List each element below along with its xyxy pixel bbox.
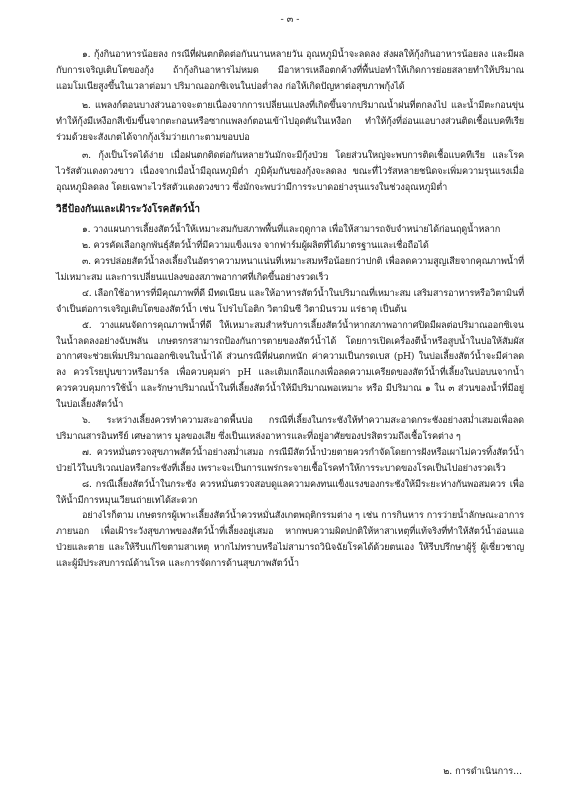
prevention-item-8: ๘. กรณีเลี้ยงสัตว์น้ำในกระชัง ควรหมั่นตรวจสอบดูแลความคงทนแข็งแรงของกระชังให้มีระยะห่างกันพอสมควร เพื่อให้น้ำมีการหมุนเวียนถ่ายเทได้สะดวก	[56, 478, 524, 506]
section-heading: วิธีป้องกันและเฝ้าระวังโรคสัตว์น้ำ	[56, 204, 201, 216]
intro-paragraph-3: ๓. กุ้งเป็นโรคได้ง่าย เมื่อฝนตกติดต่อกันหลายวันมักจะมีกุ้งป่วย โดยส่วนใหญ่จะพบการติดเชื้อแบคทีเรีย และโรคไวรัสตัวแดงดวงขาว เนื่องจากเมื่อน้ำมีอุณหภูมิต่ำ ภูมิคุ้มกันของกุ้งจะลดลง ขณะที่ไวรัสหลายชนิดจะเพิ่มความรุนแรงเมื่ออุณหภูมิลดลง โดยเฉพาะไวรัสตัวแดงดวงขาว ซึ่งมักจะพบว่ามีการระบาดอย่างรุนแรงในช่วงอุณหภูมิต่ำ	[56, 150, 524, 194]
prevention-item-2: ๒. ควรคัดเลือกลูกพันธุ์สัตว์น้ำที่มีความแข็งแรง จากฟาร์มผู้ผลิตที่ได้มาตรฐานและเชื่อถือได้	[82, 240, 429, 252]
intro-paragraph-2: ๒. แพลงก์ตอนบางส่วนอาจจะตายเนื่องจากการเปลี่ยนแปลงที่เกิดขึ้นจากปริมาณน้ำฝนที่ตกลงไป และน้ำมีตะกอนขุ่นทำให้กุ้งมีเหงือกสีเข้มขึ้นจากตะกอนหรือซากแพลงก์ตอนเข้าไปอุดตันในเหงือก ทำให้กุ้งที่อ่อนแอบางส่วนติดเชื้อแบคทีเรียร่วมด้วยจะสังเกตได้จากกุ้งเริ่มว่ายเกาะตามขอบบ่อ	[56, 99, 524, 143]
prevention-item-3: ๓. ควรปล่อยสัตว์น้ำลงเลี้ยงในอัตราความหนาแน่นที่เหมาะสมหรือน้อยกว่าปกติ เพื่อลดความสูญเสียจากคุณภาพน้ำที่ไม่เหมาะสม และการเปลี่ยนแปลงของสภาพอากาศที่เกิดขึ้นอย่างรวดเร็ว	[56, 255, 524, 283]
prevention-item-1: ๑. วางแผนการเลี้ยงสัตว์น้ำให้เหมาะสมกับสภาพพื้นที่และฤดูกาล เพื่อให้สามารถจับจำหน่ายได้ก่อนฤดูน้ำหลาก	[82, 224, 501, 236]
intro-paragraph-1: ๑. กุ้งกินอาหารน้อยลง กรณีที่ฝนตกติดต่อกันนานหลายวัน อุณหภูมิน้ำจะลดลง ส่งผลให้กุ้งกินอาหารน้อยลง และมีผลกับการเจริญเติบโตของกุ้ง ถ้ากุ้งกินอาหารไม่หมด มีอาหารเหลือตกค้างที่พื้นบ่อทำให้เกิดการย่อยสลายทำให้ปริมาณแอมโมเนียสูงขึ้นในเวลาต่อมา ปริมาณออกซิเจนในบ่อต่ำลง ก่อให้เกิดปัญหาต่อสุขภาพกุ้งได้	[56, 49, 524, 92]
continuation-footer: ๒. การดำเนินการ...	[443, 766, 522, 777]
prevention-item-4: ๔. เลือกใช้อาหารที่มีคุณภาพที่ดี มีทดเนียน และให้อาหารสัตว์น้ำในปริมาณที่เหมาะสม เสริมสารอาหารหรือวิตามินที่จำเป็นต่อการเจริญเติบโตของสัตว์น้ำ เช่น โปรไบโอติก วิตามินซี วิตามินรวม แร่ธาตุ เป็นต้น	[56, 287, 524, 315]
closing-paragraph: อย่างไรก็ตาม เกษตรกรผู้เพาะเลี้ยงสัตว์น้ำควรหมั่นสังเกตพฤติกรรมต่าง ๆ เช่น การกินหาร การว่ายน้ำลักษณะอาการภายนอก เพื่อเฝ้าระวังสุขภาพของสัตว์น้ำที่เลี้ยงอยู่เสมอ หากพบความผิดปกติให้หาสาเหตุที่แท้จริงที่ทำให้สัตว์น้ำอ่อนแอ ป่วยและตาย และให้รีบแก้ไขตามสาเหตุ หากไม่ทราบหรือไม่สามารถวินิจฉัยโรคได้ด้วยตนเอง ให้รีบปรึกษาผู้รู้ ผู้เชี่ยวชาญ และผู้มีประสบการณ์ด้านโรค และการจัดการด้านสุขภาพสัตว์น้ำ	[56, 510, 524, 570]
prevention-item-5: ๕. วางแผนจัดการคุณภาพน้ำที่ดี ให้เหมาะสมสำหรับการเลี้ยงสัตว์น้ำหากสภาพอากาศปิดมีผลต่อปริมาณออกซิเจนในน้ำลดลงอย่างฉับพลัน เกษตรกรสามารถป้องกันการตายของสัตว์น้ำได้ โดยการเปิดเครื่องตีน้ำหรือสูบน้ำในบ่อให้สัมผัสอากาศจะช่วยเพิ่มปริมาณออกซิเจนในน้ำได้ ส่วนกรณีที่ฝนตกหนัก ค่าความเป็นกรดเบส (pH) ในบ่อเลี้ยงสัตว์น้ำจะมีค่าลดลง ควรโรยปูนขาวหรือมาร์ล เพื่อควบคุมค่า pH และเติมเกลือแกงเพื่อลดความเครียดของสัตว์น้ำที่เลี้ยงในบ่อบนจากน้ำ ควรควบคุมการใช้น้ำ และรักษาปริมาณน้ำในที่เลี้ยงสัตว์น้ำให้มีปริมาณพอเหมาะ หรือ มีปริมาณ ๑ ใน ๓ ส่วนของน้ำที่มีอยู่ในบ่อเลี้ยงสัตว์น้ำ	[56, 319, 524, 411]
prevention-item-7: ๗. ควรหมั่นตรวจสุขภาพสัตว์น้ำอย่างสม่ำเสมอ กรณีมีสัตว์น้ำป่วยตายควรกำจัดโดยการฝังหรือเผาไม่ควรทิ้งสัตว์น้ำป่วยไว้ในบริเวณบ่อหรือกระชังที่เลี้ยง เพราะจะเป็นการแพร่กระจายเชื้อโรคทำให้การระบาดของโรคเป็นไปอย่างรวดเร็ว	[56, 446, 524, 474]
page-number: - ๓ -	[280, 14, 300, 25]
prevention-item-6: ๖. ระหว่างเลี้ยงควรทำความสะอาดพื้นบ่อ กรณีที่เลี้ยงในกระชังให้ทำความสะอาดกระชังอย่างสม่ำเสมอเพื่อลดปริมาณสารอินทรีย์ เศษอาหาร มูลของเสีย ซึ่งเป็นแหล่งอาหารและที่อยู่อาศัยของปรสิตรวมถึงเชื้อโรคต่าง ๆ	[56, 415, 524, 442]
